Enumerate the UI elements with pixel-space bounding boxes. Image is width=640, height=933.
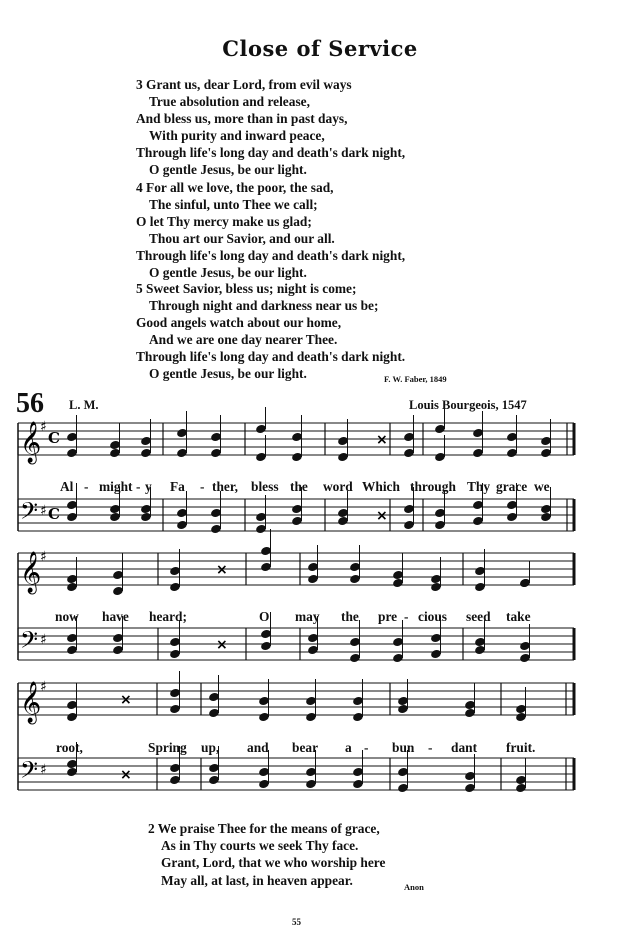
lyric: Which — [362, 479, 400, 494]
lyric: might — [99, 479, 133, 494]
bass-clef-icon: 𝄢 — [20, 497, 39, 530]
verse-line: May all, at last, in heaven appear. — [161, 872, 353, 888]
verse-line: Through night and darkness near us be; — [149, 298, 379, 314]
time-signature-icon: C — [48, 505, 60, 523]
lyric: - — [364, 740, 369, 755]
verse-line: Through life's long day and death's dark night. — [136, 349, 406, 365]
lyric: fruit. — [506, 740, 536, 755]
lyric: have — [102, 609, 129, 624]
notes — [66, 407, 552, 793]
sharp-icon: ♯ — [40, 762, 47, 778]
lyric: grace — [496, 479, 528, 494]
lyric: ther, — [212, 479, 238, 494]
lyric: Spring — [148, 740, 187, 755]
lyric: may — [295, 609, 320, 624]
lyric: bear — [292, 740, 319, 755]
lyric: word — [323, 479, 353, 494]
verse-line: 2 We praise Thee for the means of grace, — [148, 821, 380, 836]
lyric: root, — [56, 740, 83, 755]
sharp-icon: ♯ — [40, 503, 47, 519]
lyric: the — [341, 609, 359, 624]
lyric: - — [200, 479, 205, 494]
verse-line: O let Thy mercy make us glad; — [136, 214, 312, 230]
verse-line: O gentle Jesus, be our light. — [149, 265, 307, 281]
sharp-icon: ♯ — [40, 632, 47, 648]
lyric: we — [534, 479, 550, 494]
hymn-number: 56 — [16, 388, 44, 419]
page-title: Close of Service — [222, 36, 418, 61]
page-number: 55 — [292, 917, 301, 927]
composer-credit: Louis Bourgeois, 1547 — [409, 398, 527, 412]
verse-line: 3 Grant us, dear Lord, from evil ways — [136, 77, 352, 92]
rest-icon: × — [216, 562, 228, 578]
lyric: pre — [378, 609, 398, 624]
lyric: bun — [392, 740, 415, 755]
bass-clef-icon: 𝄢 — [20, 626, 39, 659]
verse-line: And bless us, more than in past days, — [136, 111, 348, 127]
lyric: - — [404, 609, 409, 624]
lyric: a — [345, 740, 352, 755]
sharp-icon: ♯ — [40, 679, 47, 695]
clefs — [20, 419, 60, 789]
lyric: heard; — [149, 609, 187, 624]
lyric: - — [428, 740, 433, 755]
verse-line: True absolution and release, — [149, 94, 310, 110]
treble-clef-icon: 𝄞 — [20, 682, 42, 723]
sharp-icon: ♯ — [40, 419, 47, 435]
sharp-icon: ♯ — [40, 549, 47, 565]
lyric: y — [145, 479, 152, 494]
rest-icon: × — [120, 692, 132, 708]
lyric: through — [410, 479, 456, 494]
verse-line: O gentle Jesus, be our light. — [149, 162, 307, 178]
verse-line: 4 For all we love, the poor, the sad, — [136, 180, 334, 195]
verse-line: With purity and inward peace, — [149, 128, 325, 144]
lyric: - — [84, 479, 89, 494]
verse-line: Thou art our Savior, and our all. — [149, 231, 335, 247]
bass-clef-icon: 𝄢 — [20, 756, 39, 789]
stanza-2 — [148, 820, 385, 889]
rest-icon: × — [120, 767, 132, 783]
verse-line: Grant, Lord, that we who worship here — [161, 855, 386, 871]
treble-clef-icon: 𝄞 — [20, 552, 42, 593]
lyric: Thy — [467, 479, 491, 494]
treble-clef-icon: 𝄞 — [20, 422, 42, 463]
author-credit: F. W. Faber, 1849 — [384, 374, 447, 384]
verse-line: As in Thy courts we seek Thy face. — [161, 838, 359, 854]
time-signature-icon: C — [48, 429, 60, 447]
verse-line: Through life's long day and death's dark night, — [136, 248, 406, 264]
verse-line: 5 Sweet Savior, bless us; night is come; — [136, 281, 357, 296]
verse-line: O gentle Jesus, be our light. — [149, 366, 307, 382]
lyric: up, — [201, 740, 220, 755]
lyric: Fa — [170, 479, 185, 494]
verse-line: And we are one day nearer Thee. — [149, 332, 338, 348]
verse-line: Good angels watch about our home, — [136, 315, 342, 331]
rest-icon: × — [376, 508, 388, 524]
verse-line: Through life's long day and death's dark night, — [136, 145, 406, 161]
lyric: take — [506, 609, 531, 624]
lyric: seed — [466, 609, 491, 624]
lyric: the — [290, 479, 308, 494]
lyric: and — [247, 740, 269, 755]
lyric: bless — [251, 479, 279, 494]
hymn-meter: L. M. — [69, 398, 99, 412]
rest-icon: × — [216, 637, 228, 653]
lyric: - — [136, 479, 141, 494]
lyric: now — [55, 609, 79, 624]
stanza-author: Anon — [404, 882, 424, 892]
lyric: O — [259, 609, 270, 624]
lyric: dant — [451, 740, 478, 755]
lyric: cious — [418, 609, 448, 624]
verse-line: The sinful, unto Thee we call; — [149, 197, 318, 213]
lyric: Al — [60, 479, 74, 494]
rest-icon: × — [376, 432, 388, 448]
